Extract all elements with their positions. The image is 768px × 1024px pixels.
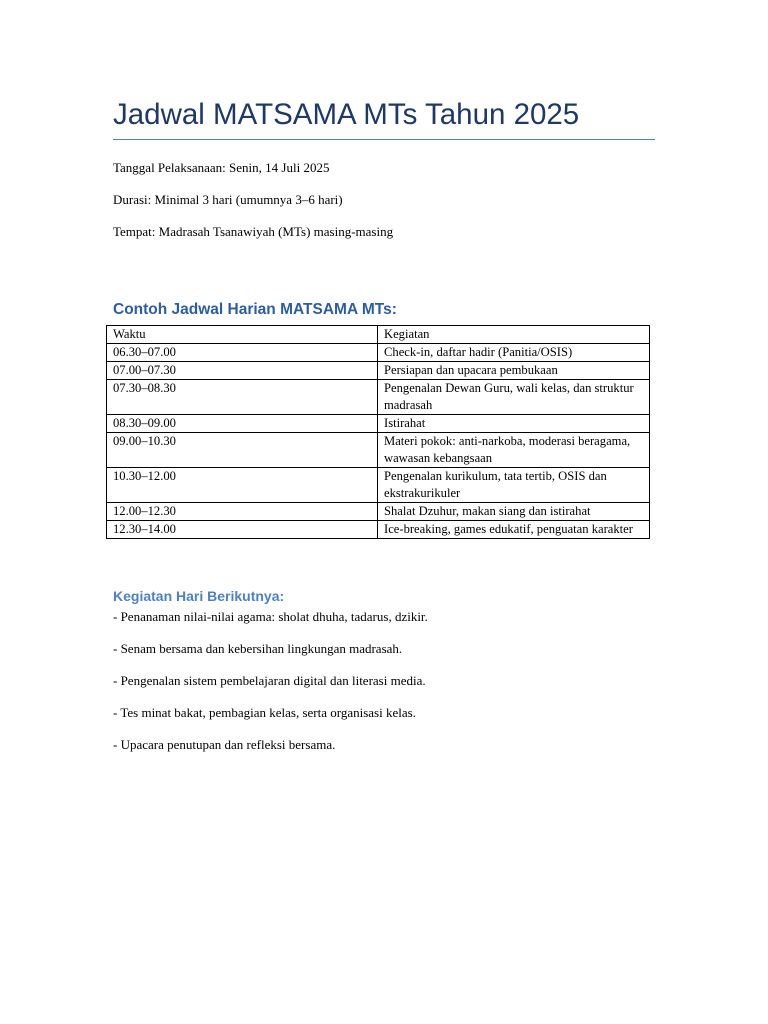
time-cell: 08.30–09.00: [107, 415, 378, 433]
list-item: - Penanaman nilai-nilai agama: sholat dhuha, tadarus, dzikir.: [113, 609, 428, 624]
table-row: [107, 468, 650, 503]
activity-cell: Pengenalan Dewan Guru, wali kelas, dan struktur madrasah: [378, 380, 650, 415]
table-row: [107, 344, 650, 362]
table-row: [107, 415, 650, 433]
activity-cell: Ice-breaking, games edukatif, penguatan karakter: [378, 521, 650, 539]
activity-cell: Pengenalan kurikulum, tata tertib, OSIS dan ekstrakurikuler: [378, 468, 650, 503]
header-activity: Kegiatan: [378, 326, 650, 344]
activity-cell: Materi pokok: anti-narkoba, moderasi beragama, wawasan kebangsaan: [378, 433, 650, 468]
time-cell: 07.00–07.30: [107, 362, 378, 380]
activity-cell: Shalat Dzuhur, makan siang dan istirahat: [378, 503, 650, 521]
list-item: - Pengenalan sistem pembelajaran digital dan literasi media.: [113, 673, 426, 688]
title-underline: [113, 139, 655, 140]
meta-date: Tanggal Pelaksanaan: Senin, 14 Juli 2025: [113, 160, 330, 175]
time-cell: 12.00–12.30: [107, 503, 378, 521]
activity-cell: Check-in, daftar hadir (Panitia/OSIS): [378, 344, 650, 362]
table-header-row: [107, 326, 650, 344]
list-item: - Upacara penutupan dan refleksi bersama.: [113, 737, 336, 752]
table-row: [107, 521, 650, 539]
list-item: - Senam bersama dan kebersihan lingkungan madrasah.: [113, 641, 403, 656]
document-title: Jadwal MATSAMA MTs Tahun 2025: [113, 98, 580, 131]
table-row: [107, 433, 650, 468]
activity-cell: Persiapan dan upacara pembukaan: [378, 362, 650, 380]
table-row: [107, 503, 650, 521]
time-cell: 06.30–07.00: [107, 344, 378, 362]
time-cell: 09.00–10.30: [107, 433, 378, 468]
table-row: [107, 362, 650, 380]
time-cell: 12.30–14.00: [107, 521, 378, 539]
activity-cell: Istirahat: [378, 415, 650, 433]
schedule-table: [106, 325, 650, 539]
meta-duration: Durasi: Minimal 3 hari (umumnya 3–6 hari): [113, 192, 343, 207]
next-days-heading: Kegiatan Hari Berikutnya:: [113, 588, 285, 604]
table-row: [107, 380, 650, 415]
time-cell: 10.30–12.00: [107, 468, 378, 503]
schedule-heading: Contoh Jadwal Harian MATSAMA MTs:: [113, 301, 397, 318]
time-cell: 07.30–08.30: [107, 380, 378, 415]
meta-location: Tempat: Madrasah Tsanawiyah (MTs) masing-masing: [113, 224, 394, 239]
list-item: - Tes minat bakat, pembagian kelas, serta organisasi kelas.: [113, 705, 416, 720]
header-time: Waktu: [107, 326, 378, 344]
